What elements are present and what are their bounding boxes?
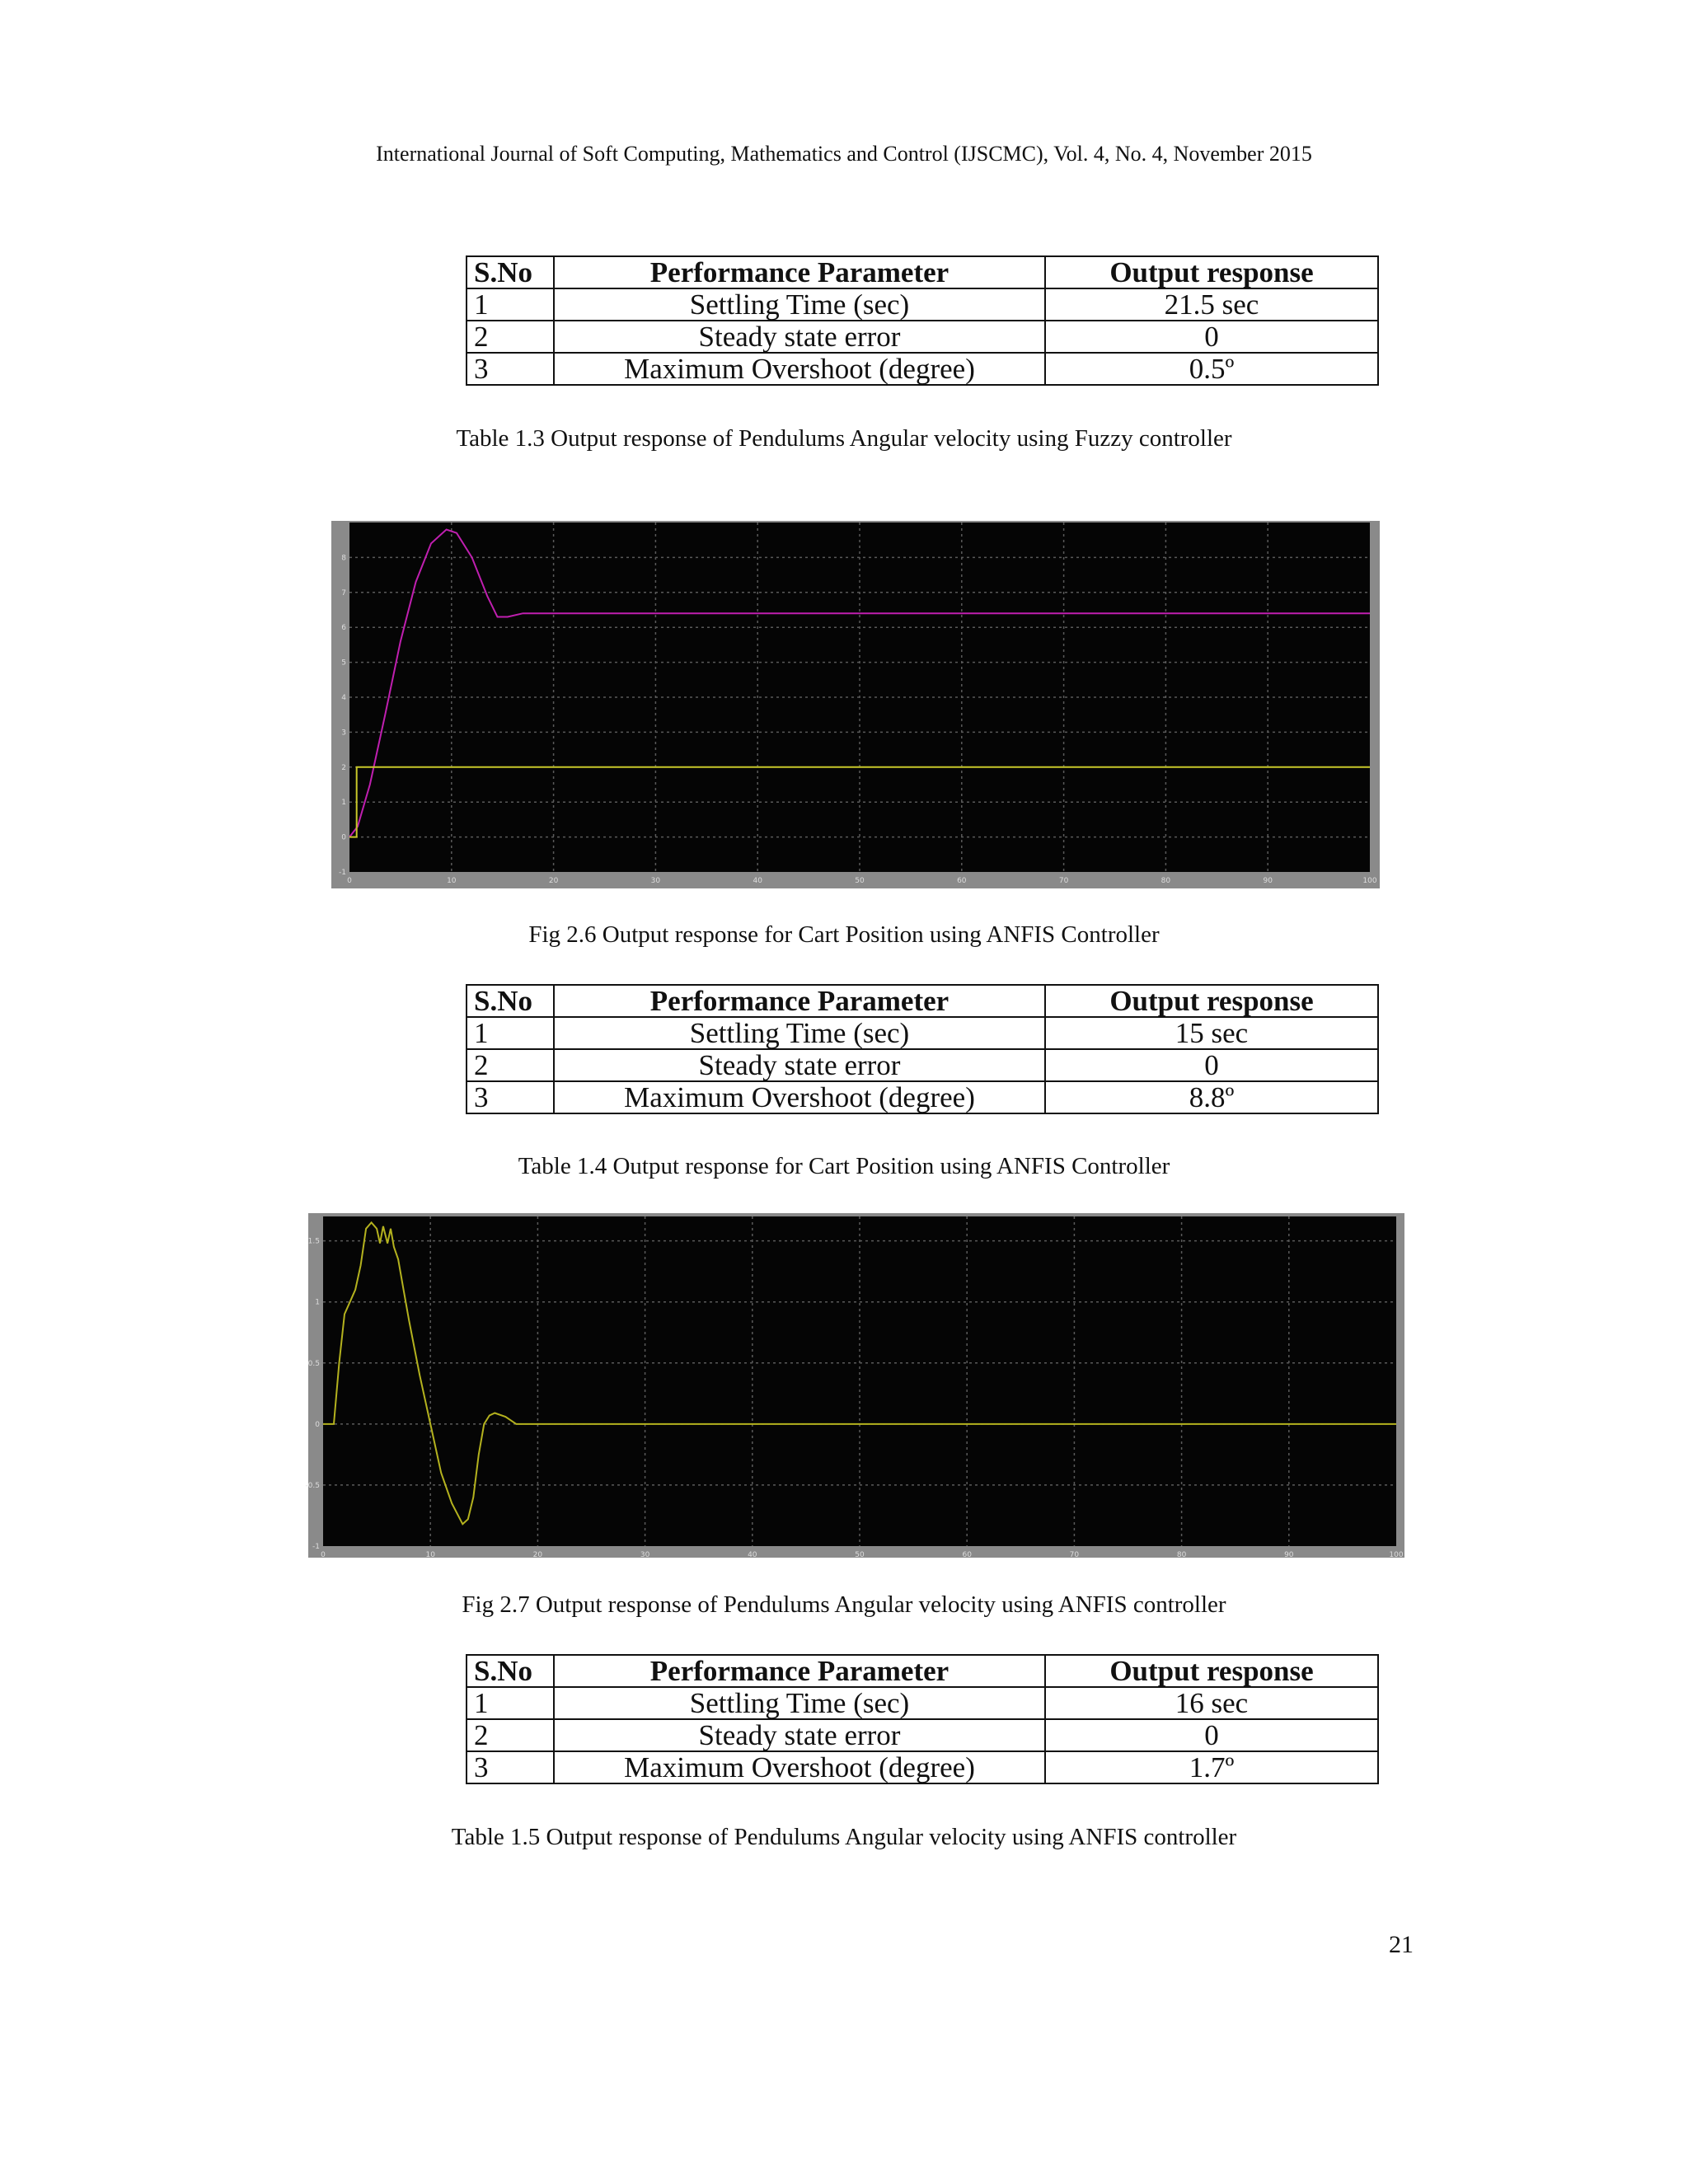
x-tick-label: 0 <box>347 877 352 885</box>
x-tick-label: 100 <box>1362 877 1377 885</box>
table-cell: 1.7º <box>1045 1751 1378 1783</box>
column-header: S.No <box>467 1655 554 1687</box>
table-cell: Steady state error <box>554 1049 1045 1081</box>
x-tick-label: 20 <box>548 877 559 885</box>
table-cell: Settling Time (sec) <box>554 1017 1045 1049</box>
column-header: Performance Parameter <box>554 256 1045 288</box>
x-tick-label: 30 <box>640 1551 650 1559</box>
y-tick-label: 8 <box>341 554 346 563</box>
table-caption: Table 1.5 Output response of Pendulums Angular velocity using ANFIS controller <box>451 1824 1237 1850</box>
table-cell: 3 <box>467 353 554 385</box>
y-tick-label: 1 <box>341 799 346 808</box>
column-header: Output response <box>1045 985 1378 1017</box>
performance-table-1-5 <box>466 1654 1379 1784</box>
table-cell: 2 <box>467 1719 554 1751</box>
table-cell: 8.8º <box>1045 1081 1378 1113</box>
y-tick-label: -1 <box>312 1543 320 1551</box>
table-cell: Maximum Overshoot (degree) <box>554 1751 1045 1783</box>
table-row <box>467 321 1378 353</box>
performance-table-1-3 <box>466 255 1379 386</box>
plot-area <box>323 1216 1396 1546</box>
column-header: Output response <box>1045 1655 1378 1687</box>
y-tick-label: 0 <box>315 1420 320 1429</box>
y-tick-label: 0.5 <box>307 1359 320 1368</box>
table-caption: Table 1.3 Output response of Pendulums Angular velocity using Fuzzy controller <box>456 425 1232 452</box>
table-cell: 21.5 sec <box>1045 288 1378 321</box>
table-cell: 1 <box>467 1017 554 1049</box>
x-tick-label: 70 <box>1058 877 1069 885</box>
table-cell: Steady state error <box>554 321 1045 353</box>
x-tick-label: 50 <box>855 1551 865 1559</box>
table-cell: 0 <box>1045 1719 1378 1751</box>
y-tick-label: 1 <box>315 1298 320 1307</box>
table-caption: Table 1.4 Output response for Cart Position using ANFIS Controller <box>518 1153 1170 1179</box>
table-cell: 3 <box>467 1081 554 1113</box>
table-row <box>467 1751 1378 1783</box>
x-tick-label: 20 <box>532 1551 543 1559</box>
table-cell: 0 <box>1045 321 1378 353</box>
table-row <box>467 1017 1378 1049</box>
column-header: Output response <box>1045 256 1378 288</box>
y-tick-label: 1.5 <box>307 1237 320 1246</box>
y-tick-label: 6 <box>341 624 346 633</box>
table-cell: 0 <box>1045 1049 1378 1081</box>
x-tick-label: 50 <box>855 877 865 885</box>
x-tick-label: 80 <box>1160 877 1171 885</box>
table-cell: Steady state error <box>554 1719 1045 1751</box>
y-tick-label: 2 <box>341 763 346 772</box>
cart-position-chart <box>331 521 1380 888</box>
x-tick-label: 60 <box>962 1551 972 1559</box>
table-cell: 0.5º <box>1045 353 1378 385</box>
figure-2-6 <box>331 521 1380 888</box>
column-header: Performance Parameter <box>554 1655 1045 1687</box>
x-tick-label: 10 <box>425 1551 435 1559</box>
x-tick-label: 40 <box>748 1551 757 1559</box>
table-cell: 3 <box>467 1751 554 1783</box>
table-row <box>467 353 1378 385</box>
y-tick-label: 3 <box>341 729 346 738</box>
pendulum-angular-velocity-chart <box>305 1213 1404 1559</box>
table-row <box>467 1687 1378 1719</box>
x-tick-label: 70 <box>1069 1551 1080 1559</box>
y-tick-label: 0 <box>341 833 346 842</box>
x-tick-label: 60 <box>957 877 967 885</box>
x-tick-label: 80 <box>1176 1551 1187 1559</box>
table-cell: 2 <box>467 321 554 353</box>
x-tick-label: 90 <box>1284 1551 1294 1559</box>
table-header-row <box>467 985 1378 1017</box>
table-header-row <box>467 1655 1378 1687</box>
figure-caption: Fig 2.7 Output response of Pendulums Angular velocity using ANFIS controller <box>462 1591 1226 1618</box>
table-cell: 2 <box>467 1049 554 1081</box>
performance-table-1-4 <box>466 984 1379 1114</box>
table-row <box>467 288 1378 321</box>
figure-2-7 <box>305 1213 1404 1559</box>
table-cell: Maximum Overshoot (degree) <box>554 353 1045 385</box>
column-header: S.No <box>467 985 554 1017</box>
table-row <box>467 1081 1378 1113</box>
table-cell: Maximum Overshoot (degree) <box>554 1081 1045 1113</box>
figure-caption: Fig 2.6 Output response for Cart Position using ANFIS Controller <box>528 921 1160 948</box>
journal-header: International Journal of Soft Computing, Mathematics and Control (IJSCMC), Vol. 4, No. 4, November 2015 <box>376 142 1312 166</box>
column-header: Performance Parameter <box>554 985 1045 1017</box>
table-cell: 15 sec <box>1045 1017 1378 1049</box>
x-tick-label: 0 <box>321 1551 326 1559</box>
y-tick-label: 4 <box>341 694 346 702</box>
x-tick-label: 40 <box>753 877 762 885</box>
table-header-row <box>467 256 1378 288</box>
y-tick-label: 5 <box>341 658 346 668</box>
table-row <box>467 1049 1378 1081</box>
table-cell: 1 <box>467 1687 554 1719</box>
y-tick-label: -1 <box>339 869 346 877</box>
x-tick-label: 30 <box>650 877 661 885</box>
y-tick-label: -0.5 <box>305 1481 320 1490</box>
x-tick-label: 100 <box>1389 1551 1404 1559</box>
table-cell: 1 <box>467 288 554 321</box>
page-number: 21 <box>1389 1931 1414 1958</box>
table-cell: Settling Time (sec) <box>554 288 1045 321</box>
table-cell: Settling Time (sec) <box>554 1687 1045 1719</box>
y-tick-label: 7 <box>341 588 346 598</box>
x-tick-label: 10 <box>447 877 457 885</box>
table-cell: 16 sec <box>1045 1687 1378 1719</box>
column-header: S.No <box>467 256 554 288</box>
x-tick-label: 90 <box>1263 877 1273 885</box>
table-row <box>467 1719 1378 1751</box>
